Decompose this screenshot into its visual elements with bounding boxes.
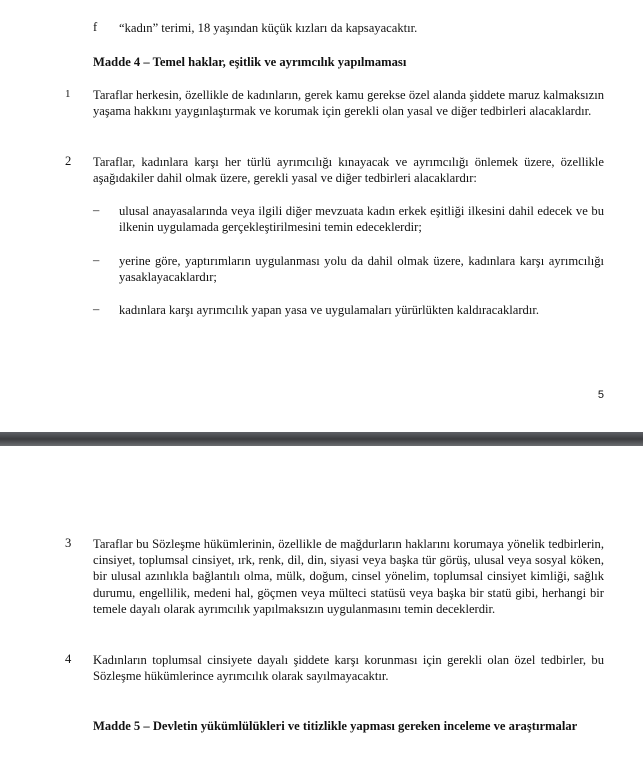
page-separator xyxy=(0,432,643,446)
article-4-heading: Madde 4 – Temel haklar, eşitlik ve ayrımcılık yapılmaması xyxy=(93,55,407,69)
paragraph-4: Kadınların toplumsal cinsiyete dayalı şiddete karşı korunması için gerekli olan özel tedbirler, bu Sözleşme hükümlerince ayrımcılık olarak sayılmayacaktır. xyxy=(93,653,604,684)
document-page-bottom xyxy=(0,446,643,758)
article-5-heading: Madde 5 – Devletin yükümlülükleri ve titizlikle yapması gereken inceleme ve araştırmalar xyxy=(93,719,578,733)
paragraph-2: Taraflar, kadınlara karşı her türlü ayrımcılığı kınayacak ve ayrımcılığı önlemek üzere, özellikle aşağıdakiler dahil olmak üzere, gerekli yasal ve diğer tedbirleri alacaklardır: xyxy=(93,155,604,186)
bullet-3-dash: – xyxy=(93,302,100,316)
paragraph-3: Taraflar bu Sözleşme hükümlerinin, özellikle de mağdurların haklarını korumaya yönelik tedbirlerin, cinsiyet, toplumsal cinsiyet, ırk, renk, dil, din, siyasi veya başka tür görüş, ulusal veya sosyal köken, bir ulusal azınlıkla bağlantılı olma, mülk, doğum, cinsel yönelim, toplumsal cinsiyet kimliği, sağlık durumu, engellilik, medeni hal, göçmen veya mülteci statüsü veya başka bir statü gibi, herhangi bir temele dayalı olarak ayrımcılık yapılmaksızın uygulanmasını temin deceklerdir. xyxy=(93,537,604,616)
paragraph-1: Taraflar herkesin, özellikle de kadınların, gerek kamu gerekse özel alanda şiddete maruz kalmaksızın yaşama hakkını yaygınlaştırmak ve korumak için gerekli olan yasal ve diğer tedbirleri alacaklardır. xyxy=(93,88,604,119)
bullet-3-text: kadınlara karşı ayrımcılık yapan yasa ve uygulamaları yürürlükten kaldıracaklardır. xyxy=(119,303,539,317)
item-f-label: f xyxy=(93,20,98,34)
bullet-2-text: yerine göre, yaptırımların uygulanması yolu da dahil olmak üzere, kadınlara karşı ayrımcılığı yasaklayacaklardır; xyxy=(119,254,604,285)
paragraph-1-number: 1 xyxy=(65,88,71,100)
bullet-1-dash: – xyxy=(93,203,100,217)
item-f-text: “kadın” terimi, 18 yaşından küçük kızları da kapsayacaktır. xyxy=(119,21,418,35)
bullet-1-text: ulusal anayasalarında veya ilgili diğer mevzuata kadın erkek eşitliği ilkesini dahil edecek ve bu ilkenin uygulamada gerçekleştirilmesini temin edeceklerdir; xyxy=(119,204,604,235)
paragraph-2-number: 2 xyxy=(65,154,72,168)
page-number: 5 xyxy=(597,389,604,401)
bullet-2-dash: – xyxy=(93,253,100,267)
paragraph-3-number: 3 xyxy=(65,536,72,550)
paragraph-4-number: 4 xyxy=(65,652,72,666)
